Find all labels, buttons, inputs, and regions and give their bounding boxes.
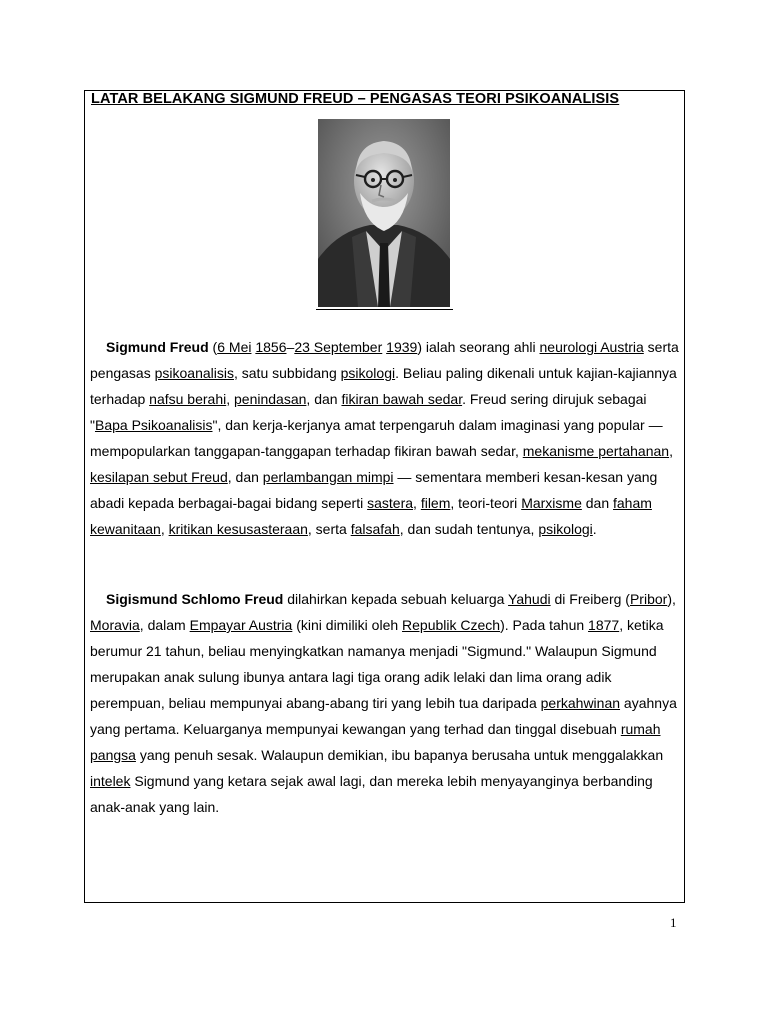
link-falsafah[interactable]: falsafah [350,521,400,537]
text-run: di Freiberg ( [550,591,630,607]
paragraph-biography [90,334,682,542]
text-run: , dan [227,469,263,485]
text-run: , serta [307,521,351,537]
link-neurologi-austria[interactable]: neurologi Austria [539,339,644,355]
link-bapa-psikoanalisis[interactable]: Bapa Psikoanalisis [94,417,213,433]
link-faham-kewanitaan[interactable]: faham kewanitaan [90,495,652,537]
link-intelek[interactable]: intelek [90,773,131,789]
text-run: . [592,521,597,537]
text-run: , [226,391,235,407]
link-perlambangan-mimpi[interactable]: perlambangan mimpi [262,469,394,485]
link-filem[interactable]: filem [420,495,451,511]
text-run: ). Pada tahun [500,617,589,633]
text-run: ) ialah seorang ahli [417,339,540,355]
text-run: dan [581,495,613,511]
link-moravia[interactable]: Moravia [90,617,140,633]
page-number: 1 [670,915,677,930]
link-psikologi-2[interactable]: psikologi [538,521,593,537]
link-marxisme[interactable]: Marxisme [521,495,582,511]
link-1939[interactable]: 1939 [386,339,418,355]
text-run: , dan sudah tentunya, [399,521,539,537]
text-run: dilahirkan kepada sebuah keluarga [283,591,509,607]
text-run: ", dan kerja-kerjanya amat terpengaruh dalam imaginasi yang popular — mempopularkan tanggapan-tanggapan terhadap fikiran bawah sedar, [90,417,663,459]
text-run: , [413,495,421,511]
text-run: Sigmund yang ketara sejak awal lagi, dan mereka lebih menyayanginya berbanding anak-anak yang lain. [90,773,653,815]
link-nafsu-berahi[interactable]: nafsu berahi [149,391,227,407]
birth-name: Sigismund Schlomo Freud [106,591,284,607]
text-run: ), [667,591,676,607]
text-run: , [669,443,673,459]
text-run: — sementara memberi kesan-kesan yang abadi kepada berbagai-bagai bidang seperti [90,469,658,511]
text-run: yang penuh sesak. Walaupun demikian, ibu bapanya berusaha untuk menggalakkan [135,747,664,763]
link-kesilapan-sebut-freud[interactable]: kesilapan sebut Freud [90,469,228,485]
link-mekanisme-pertahanan[interactable]: mekanisme pertahanan [522,443,670,459]
text-run: , ketika berumur 21 tahun, beliau menyingkatkan namanya menjadi "Sigmund." Walaupun Sigmund merupakan anak sulung ibunya antara lagi tiga orang adik lelaki dan lima orang adik perempuan, beliau mempunyai abang-abang tiri yang lebih tua daripada [90,617,664,711]
link-yahudi[interactable]: Yahudi [508,591,551,607]
text-run: , dalam [139,617,190,633]
link-kritikan-kesusasteraan[interactable]: kritikan kesusasteraan [168,521,308,537]
link-23-september[interactable]: 23 September [294,339,383,355]
text-run: serta pengasas [90,339,679,381]
text-run: , satu subbidang [233,365,341,381]
photo-underline [316,309,453,310]
text-run: ( [208,339,218,355]
text-run: , dan [306,391,342,407]
subject-name: Sigmund Freud [106,339,209,355]
text-run: . Beliau paling dikenali untuk kajian-kajiannya terhadap [90,365,677,407]
link-1856[interactable]: 1856 [255,339,287,355]
link-perkahwinan[interactable]: perkahwinan [540,695,621,711]
text-run: (kini dimiliki oleh [292,617,403,633]
link-6-mei[interactable]: 6 Mei [217,339,252,355]
portrait-photo [318,119,450,307]
text-run: , teori-teori [450,495,522,511]
link-sastera[interactable]: sastera [367,495,414,511]
link-psikologi[interactable]: psikologi [340,365,396,381]
link-psikoanalisis[interactable]: psikoanalisis [154,365,234,381]
text-run: . Freud sering dirujuk sebagai " [90,391,647,433]
link-rumah-pangsa[interactable]: rumah pangsa [90,721,661,763]
text-run: ayahnya yang pertama. Keluarganya mempunyai kewangan yang terhad dan tinggal disebuah [90,695,677,737]
text-run: – [286,339,295,355]
text-run: , [160,521,169,537]
link-penindasan[interactable]: penindasan [234,391,307,407]
link-empayar-austria[interactable]: Empayar Austria [189,617,293,633]
document-title: LATAR BELAKANG SIGMUND FREUD – PENGASAS TEORI PSIKOANALISIS [91,91,620,107]
paragraph-early-life [90,586,682,820]
link-1877[interactable]: 1877 [588,617,620,633]
link-pribor[interactable]: Pribor [629,591,668,607]
link-republik-czech[interactable]: Republik Czech [402,617,501,633]
link-fikiran-bawah-sedar[interactable]: fikiran bawah sedar [341,391,463,407]
